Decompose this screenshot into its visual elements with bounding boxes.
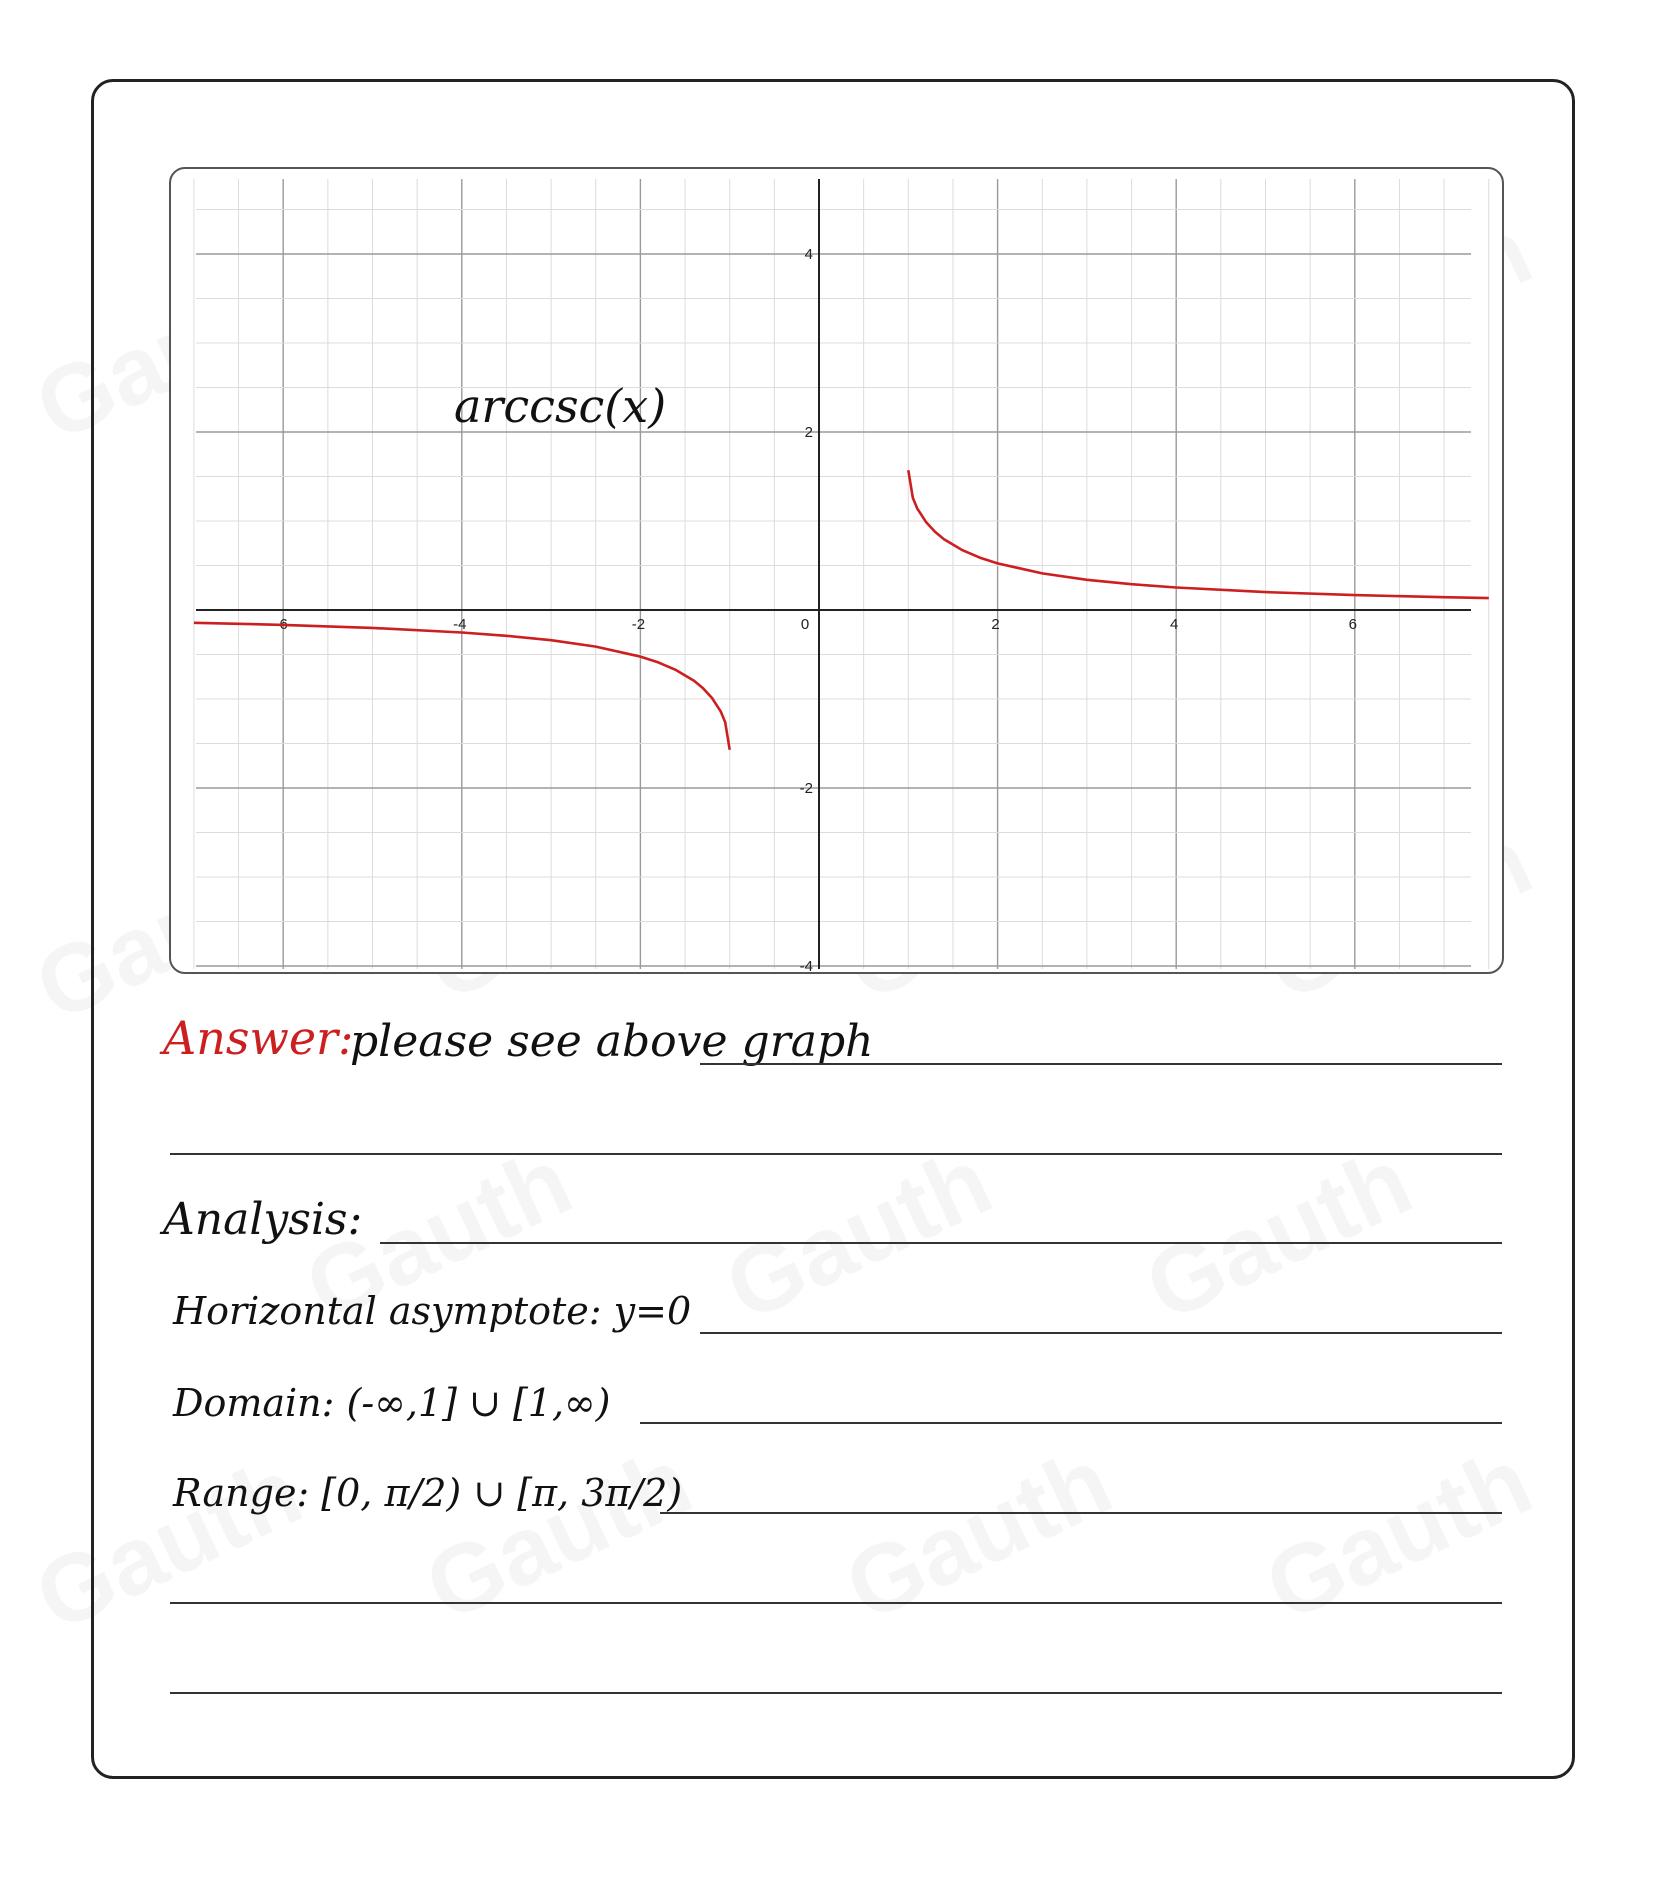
x-tick-label: 4: [1170, 616, 1179, 633]
writing-line: [380, 1242, 1502, 1244]
function-annotation: arccsc(x): [454, 379, 667, 433]
writing-line: [170, 1602, 1502, 1604]
range-text: Range: [0, π/2) ∪ [π, 3π/2): [173, 1471, 683, 1515]
x-tick-label: 2: [991, 616, 1000, 633]
x-tick-label: -6: [274, 616, 288, 633]
axes: [196, 179, 1471, 969]
domain-text: Domain: (-∞,1] ∪ [1,∞): [173, 1381, 611, 1425]
graph-panel: [169, 167, 1504, 974]
x-tick-label: 6: [1348, 616, 1357, 633]
y-tick-label: -2: [799, 780, 813, 797]
writing-line: [170, 1692, 1502, 1694]
writing-line: [170, 1153, 1502, 1155]
writing-line: [700, 1332, 1502, 1334]
grid: [194, 179, 1489, 969]
curve-right-branch: [908, 470, 1489, 598]
analysis-heading: Analysis:: [163, 1194, 363, 1245]
y-tick-label: 4: [804, 246, 813, 263]
writing-line: [640, 1422, 1502, 1424]
writing-line: [700, 1063, 1502, 1065]
writing-line: [660, 1512, 1502, 1514]
x-tick-label: -4: [453, 616, 467, 633]
asymptote-text: Horizontal asymptote: y=0: [173, 1289, 692, 1333]
y-tick-label: -4: [799, 958, 813, 975]
answer-text: please see above graph: [350, 1016, 874, 1067]
x-tick-label: 0: [800, 616, 810, 633]
answer-label: Answer:: [163, 1011, 354, 1065]
x-tick-label: -2: [631, 616, 646, 633]
arccsc-chart: [171, 169, 1504, 974]
y-tick-label: 2: [804, 424, 813, 441]
